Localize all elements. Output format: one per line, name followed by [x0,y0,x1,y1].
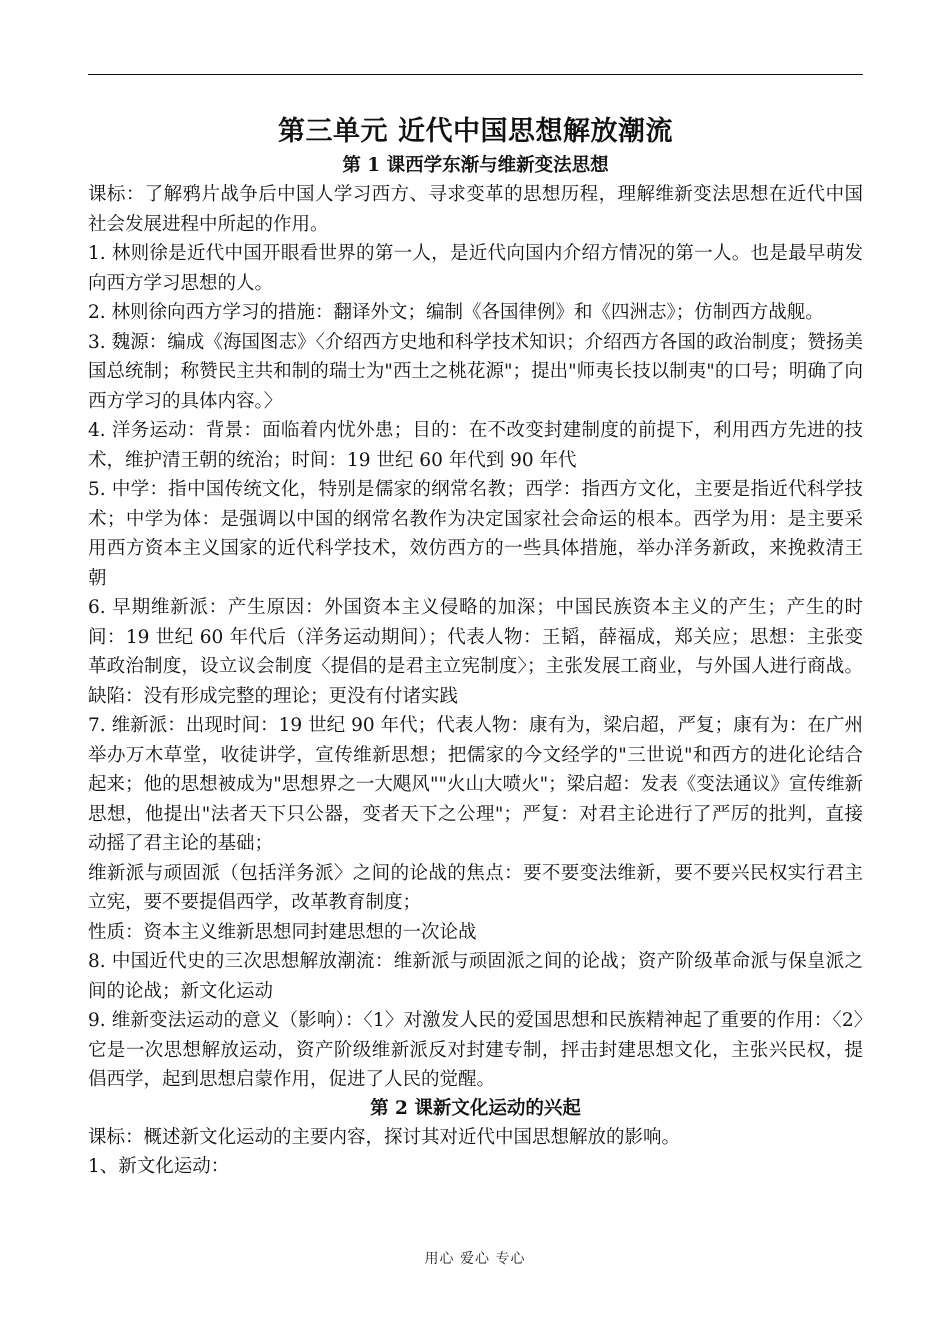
lesson-1-point-9: 9. 维新变法运动的意义（影响）：〈1〉对激发人民的爱国思想和民族精神起了重要的作用：〈2〉它是一次思想解放运动，资产阶级维新派反对封建专制，抨击封建思想文化，主张兴民权，提倡西学，起到思想启蒙作用，促进了人民的觉醒。 [88,1010,863,1090]
lesson-2-standard: 课标：概述新文化运动的主要内容，探讨其对近代中国思想解放的影响。 [88,1126,681,1148]
lesson-1-standard: 课标：了解鸦片战争后中国人学习西方、寻求变革的思想历程，理解维新变法思想在近代中国社会发展进程中所起的作用。 [88,184,863,235]
lesson-1-point-5: 5. 中学：指中国传统文化，特别是儒家的纲常名教；西学：指西方文化，主要是指近代科学技术；中学为体：是强调以中国的纲常名教作为决定国家社会命运的根本。西学为用：是主要采用西方资本主义国家的近代科学技术，效仿西方的一些具体措施，举办洋务新政，来挽救清王朝 [88,479,863,589]
lesson-1-point-4: 4. 洋务运动：背景：面临着内忧外患；目的：在不改变封建制度的前提下，利用西方先进的技术，维护清王朝的统治；时间：19 世纪 60 年代到 90 年代 [88,420,863,471]
lesson-2-title: 第 2 课新文化运动的兴起 [370,1097,581,1119]
unit-title: 第三单元 近代中国思想解放潮流 [278,116,673,147]
lesson-1-debate-focus: 维新派与顽固派（包括洋务派〉之间的论战的焦点：要不要变法维新，要不要兴民权实行君主立宪，要不要提倡西学，改革教育制度； [88,862,863,913]
lesson-1-point-2: 2. 林则徐向西方学习的措施：翻译外文；编制《各国律例》和《四洲志》；仿制西方战舰。 [88,302,824,323]
lesson-1-nature: 性质：资本主义维新思想同封建思想的一次论战 [88,921,477,943]
header-rule [88,74,863,75]
lesson-1-point-7: 7. 维新派：出现时间：19 世纪 90 年代；代表人物：康有为，梁启超，严复；康有为：在广州举办万木草堂，收徒讲学，宣传维新思想；把儒家的今文经学的"三世说"和西方的进化论结合起来；他的思想被成为"思想界之一大飓风""火山大喷火"；梁启超：发表《变法通议》宣传维新思想，他提出"法者天下只公器，变者天下之公理"；严复：对君主论进行了严厉的批判，直接动摇了君主论的基础； [88,715,863,854]
lesson-1-point-1: 1. 林则徐是近代中国开眼看世界的第一人，是近代向国内介绍方情况的第一人。也是最早萌发向西方学习思想的人。 [88,243,863,294]
page-footer: 用心 爱心 专心 [424,1251,526,1267]
lesson-1-point-3: 3. 魏源：编成《海国图志》〈介绍西方史地和科学技术知识；介绍西方各国的政治制度；赞扬美国总统制；称赞民主共和制的瑞士为"西土之桃花源"；提出"师夷长技以制夷"的口号；明确了向西方学习的具体内容。〉 [88,331,863,412]
lesson-1-point-8: 8. 中国近代史的三次思想解放潮流：维新派与顽固派之间的论战；资产阶级革命派与保皇派之间的论战；新文化运动 [88,951,863,1002]
lesson-1-title: 第 1 课西学东渐与维新变法思想 [342,155,609,176]
document-body [88,112,863,1182]
lesson-1-point-6: 6. 早期维新派：产生原因：外国资本主义侵略的加深；中国民族资本主义的产生；产生的时间：19 世纪 60 年代后（洋务运动期间）；代表人物：王韬，薛福成，郑关应；思想：主张变革政治制度，设立议会制度〈提倡的是君主立宪制度〉；主张发展工商业，与外国人进行商战。缺陷：没有形成完整的理论；更没有付诸实践 [88,597,863,707]
lesson-2-point-1: 1、新文化运动： [88,1156,230,1177]
